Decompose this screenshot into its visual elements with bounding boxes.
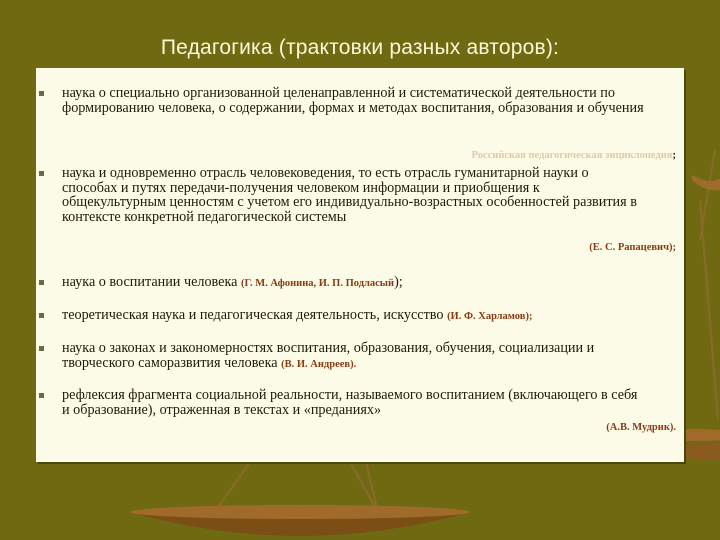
item-text (62, 341, 647, 372)
bullet-icon (39, 346, 44, 351)
bullet-icon (39, 313, 44, 318)
source-suffix: ); (394, 274, 403, 290)
bullet-icon (39, 280, 44, 285)
left-scale-pan (130, 462, 470, 536)
item-source: (А.В. Мудрик). (606, 422, 676, 433)
item-text: наука и одновременно отрасль человековедения, то есть отрасль гуманитарной науки о способах и путях передачи-получения человеком информации и приобщения к общекультурным ценностям с учетом его индивидуально-возрастных особенностей развития в контексте конкретной педагогической системы (62, 165, 637, 225)
bullet-icon (39, 393, 44, 398)
item-text-main: теоретическая наука и педагогическая деятельность, искусство (62, 307, 444, 323)
item-text (62, 275, 647, 292)
bullet-icon (39, 91, 44, 96)
item-source: (Г. М. Афонина, И. П. Подласый (241, 278, 395, 289)
item-source: (И. Ф. Харламов); (447, 311, 533, 322)
source-name: Российская педагогическая энциклопедия (471, 150, 673, 161)
bullet-icon (39, 171, 44, 176)
item-source: (В. И. Андреев). (281, 358, 357, 370)
content-panel (36, 68, 684, 462)
item-text-main: наука о воспитании человека (62, 274, 238, 290)
source-suffix: ; (672, 150, 676, 161)
item-text: рефлексия фрагмента социальной реальности, называемого воспитанием (включающего в себя и образование), отраженная в текстах и «преданиях» (62, 387, 638, 418)
page-title: Педагогика (трактовки разных авторов): (160, 36, 560, 59)
item-text: наука о специально организованной целенаправленной и систематической деятельности по формированию человека, о содержании, формах и методах воспитания, образования и обучения (62, 85, 644, 116)
item-text-main: наука о законах и закономерностях воспитания, образования, обучения, социализации и творческого саморазвития человека (62, 340, 595, 371)
item-source: (Е. С. Рапацевич); (589, 242, 676, 253)
item-text (62, 308, 647, 325)
item-source (472, 150, 676, 161)
